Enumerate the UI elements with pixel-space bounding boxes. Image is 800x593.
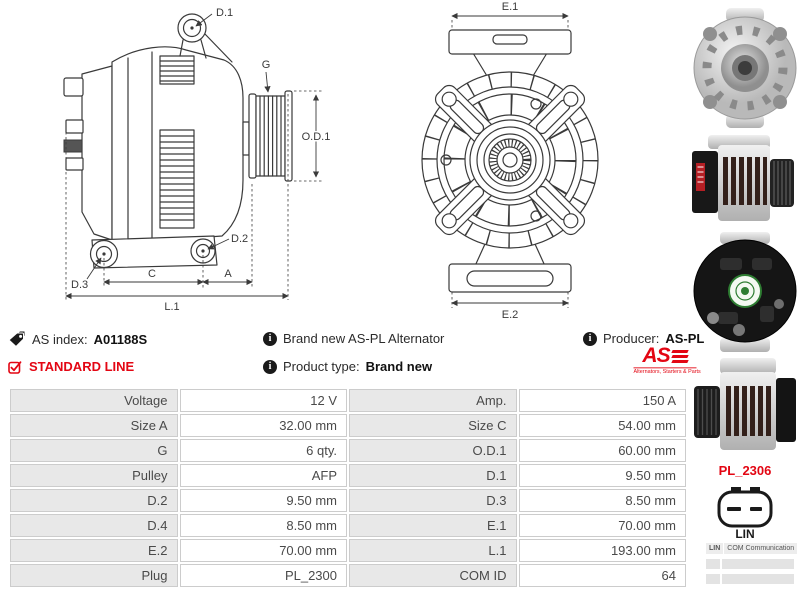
spec-label-cell: D.3 — [349, 489, 517, 512]
com-communication-table — [706, 543, 794, 589]
spec-value-cell: 32.00 mm — [180, 414, 348, 437]
front-view-diagram — [340, 0, 690, 325]
spec-label-cell: L.1 — [349, 539, 517, 562]
table-row — [10, 414, 686, 437]
spec-label-cell: COM ID — [349, 564, 517, 587]
spec-label-cell: D.4 — [10, 514, 178, 537]
table-row — [10, 514, 686, 537]
standard-line-label: STANDARD LINE — [29, 359, 135, 374]
as-pl-logo-tagline: Alternators, Starters & Parts — [633, 369, 701, 375]
info-icon: i — [263, 360, 277, 374]
spec-label-cell: Size A — [10, 414, 178, 437]
spec-label-cell: G — [10, 439, 178, 462]
tag-icon — [8, 331, 26, 347]
info-icon: i — [263, 332, 277, 346]
com-table-placeholder-row — [706, 574, 794, 584]
com-table-header — [706, 543, 794, 554]
spec-table — [8, 387, 688, 589]
spec-value-cell: 8.50 mm — [519, 489, 687, 512]
spec-label-cell: E.2 — [10, 539, 178, 562]
front-view-drawing — [340, 0, 690, 325]
dim-label-d2: D.2 — [231, 233, 249, 245]
spec-value-cell: 60.00 mm — [519, 439, 687, 462]
spec-label-cell: E.1 — [349, 514, 517, 537]
spec-value-cell: 9.50 mm — [519, 464, 687, 487]
spec-value-cell: 193.00 mm — [519, 539, 687, 562]
side-view-drawing — [0, 0, 340, 325]
spec-label-cell: Amp. — [349, 389, 517, 412]
spec-value-cell: 8.50 mm — [180, 514, 348, 537]
com-value: COM Communication — [724, 543, 797, 554]
dim-label-e2: E.2 — [501, 309, 519, 321]
dim-label-d3: D.3 — [71, 279, 89, 291]
producer-value: AS-PL — [665, 331, 705, 346]
dim-label-l1: L.1 — [164, 301, 180, 313]
dim-label-e1: E.1 — [501, 1, 519, 13]
table-row — [10, 464, 686, 487]
producer-label: Producer: — [603, 331, 660, 346]
table-row — [10, 539, 686, 562]
dim-label-a: A — [224, 268, 232, 280]
spec-value-cell: PL_2300 — [180, 564, 348, 587]
lin-connector-icon[interactable] — [717, 486, 773, 528]
spec-label-cell: Voltage — [10, 389, 178, 412]
spec-value-cell: AFP — [180, 464, 348, 487]
table-row — [10, 489, 686, 512]
com-table-placeholder-row — [706, 559, 794, 569]
as-index — [8, 331, 147, 347]
spec-value-cell: 54.00 mm — [519, 414, 687, 437]
spec-value-cell: 70.00 mm — [180, 539, 348, 562]
plug-code-link[interactable]: PL_2306 — [718, 463, 772, 478]
brand-new-note — [263, 331, 444, 346]
com-key: LIN — [706, 543, 723, 554]
info-icon: i — [583, 332, 597, 346]
plug-type-label: LIN — [735, 527, 755, 541]
spec-label-cell: O.D.1 — [349, 439, 517, 462]
product-photo-front-view[interactable] — [690, 6, 800, 130]
standard-line — [8, 359, 134, 374]
dim-label-g: G — [261, 59, 271, 71]
spec-value-cell: 9.50 mm — [180, 489, 348, 512]
product-photo-side-view-pulley-right[interactable] — [690, 133, 800, 228]
product-photo-rear-view[interactable] — [690, 232, 800, 354]
product-type — [263, 359, 432, 374]
spec-label-cell: Plug — [10, 564, 178, 587]
spec-label-cell: Size C — [349, 414, 517, 437]
as-pl-logo-stripes-icon — [672, 350, 688, 363]
table-row — [10, 439, 686, 462]
product-photo-side-view-pulley-left[interactable] — [690, 358, 800, 455]
table-row — [10, 564, 686, 587]
spec-label-cell: D.1 — [349, 464, 517, 487]
brand-new-text: Brand new AS-PL Alternator — [283, 331, 445, 346]
spec-label-cell: D.2 — [10, 489, 178, 512]
dim-label-d1: D.1 — [216, 7, 234, 19]
spec-label-cell: Pulley — [10, 464, 178, 487]
product-photos-sidebar — [690, 0, 800, 593]
as-index-value: A01188S — [93, 331, 148, 347]
dim-label-c: C — [148, 268, 156, 280]
product-type-value: Brand new — [365, 359, 433, 374]
as-pl-logo-text: AS — [642, 344, 670, 367]
spec-value-cell: 64 — [519, 564, 687, 587]
checkbox-checked-icon — [8, 360, 23, 374]
side-view-diagram — [0, 0, 340, 325]
table-row — [10, 389, 686, 412]
spec-value-cell: 150 A — [519, 389, 687, 412]
spec-value-cell: 12 V — [180, 389, 348, 412]
as-index-label: AS index: — [32, 331, 88, 347]
spec-value-cell: 6 qty. — [180, 439, 348, 462]
product-type-label: Product type: — [283, 359, 360, 374]
spec-value-cell: 70.00 mm — [519, 514, 687, 537]
dim-label-od1: O.D.1 — [301, 131, 331, 143]
